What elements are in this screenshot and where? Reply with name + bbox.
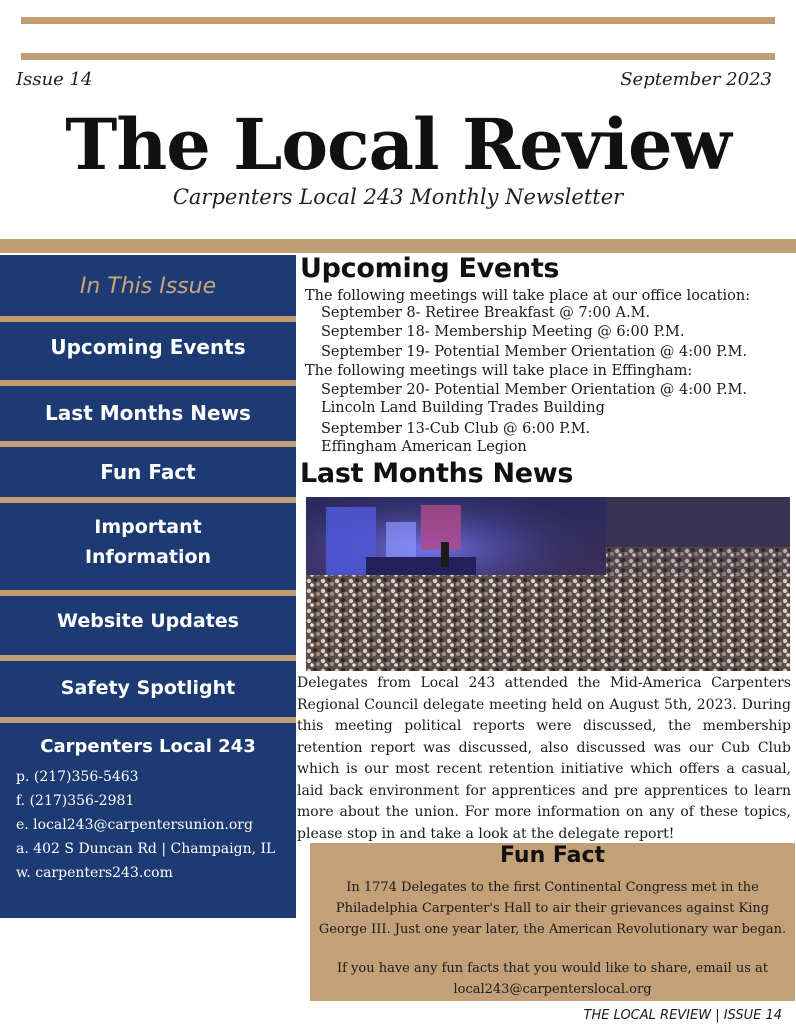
fun-fact-share-text: If you have any fun facts that you would like to share, email us at local243@carpenterslocal.org xyxy=(336,961,769,997)
issue-number: Issue 14 xyxy=(16,69,93,90)
sidebar-divider xyxy=(0,441,296,447)
event-item: September 18- Membership Meeting @ 6:00 P.M. xyxy=(321,324,685,340)
contact-phone: p. (217)356-5463 xyxy=(16,769,139,785)
page-footer: THE LOCAL REVIEW | ISSUE 14 xyxy=(583,1008,782,1023)
top-rule xyxy=(21,17,775,24)
event-location: Effingham American Legion xyxy=(321,439,527,455)
toc-item-upcoming-events[interactable]: Upcoming Events xyxy=(50,335,246,359)
fun-fact-text: In 1774 Delegates to the first Continental Congress met in the Philadelphia Carpenter's Hall to air their grievances against King George III. Just one year later, the American Revolutionary war began. xyxy=(318,880,787,937)
events-intro-office: The following meetings will take place at our office location: xyxy=(305,288,751,304)
event-location: Lincoln Land Building Trades Building xyxy=(321,400,605,416)
contact-website[interactable]: w. carpenters243.com xyxy=(16,865,173,881)
fun-fact-heading: Fun Fact xyxy=(499,843,606,868)
sidebar-divider xyxy=(0,655,296,661)
event-item: September 20- Potential Member Orientation @ 4:00 P.M. xyxy=(321,382,748,398)
issue-date: September 2023 xyxy=(620,69,772,90)
event-item: September 8- Retiree Breakfast @ 7:00 A.M. xyxy=(321,305,651,321)
delegate-meeting-photo-svg xyxy=(306,497,790,671)
toc-item-last-months-news[interactable]: Last Months News xyxy=(45,401,251,425)
contact-title: Carpenters Local 243 xyxy=(40,736,256,757)
contact-fax: f. (217)356-2981 xyxy=(16,793,135,809)
header-band xyxy=(0,239,796,253)
events-intro-effingham: The following meetings will take place in Effingham: xyxy=(305,363,693,379)
event-item: September 13-Cub Club @ 6:00 P.M. xyxy=(321,421,591,437)
toc-item-important-information[interactable] xyxy=(0,512,296,572)
second-rule xyxy=(21,53,775,60)
newsletter-title: The Local Review xyxy=(65,103,731,186)
toc-item-safety-spotlight[interactable]: Safety Spotlight xyxy=(60,677,236,699)
newsletter-subtitle: Carpenters Local 243 Monthly Newsletter xyxy=(172,185,624,209)
event-item: September 19- Potential Member Orientation @ 4:00 P.M. xyxy=(321,344,748,360)
sidebar-divider xyxy=(0,497,296,503)
toc-item-label-line1: Important xyxy=(94,516,202,538)
contact-email[interactable]: e. local243@carpentersunion.org xyxy=(16,817,253,833)
toc-heading: In This Issue xyxy=(79,274,217,299)
sidebar-divider xyxy=(0,316,296,322)
toc-item-fun-fact[interactable]: Fun Fact xyxy=(100,460,196,484)
contact-address: a. 402 S Duncan Rd | Champaign, IL xyxy=(16,841,276,857)
toc-item-label-line2: Information xyxy=(84,546,212,568)
sidebar-divider xyxy=(0,380,296,386)
delegate-meeting-photo xyxy=(306,497,790,671)
toc-item-website-updates[interactable]: Website Updates xyxy=(57,610,239,632)
last-months-news-body: Delegates from Local 243 attended the Mid-America Carpenters Regional Council delegate meeting held on August 5th, 2023. During this meeting political reports were discussed, the membership retention report was discussed, also discussed was our Cub Club which is our most recent retention initiative which offers a casual, laid back environment for apprentices and pre apprentices to learn more about the union. For more information on any of these topics, please stop in and take a look at the delegate report! xyxy=(297,675,791,842)
upcoming-events-heading: Upcoming Events xyxy=(300,253,560,284)
last-months-news-heading: Last Months News xyxy=(300,458,574,489)
sidebar-divider xyxy=(0,717,296,723)
sidebar-divider xyxy=(0,590,296,596)
